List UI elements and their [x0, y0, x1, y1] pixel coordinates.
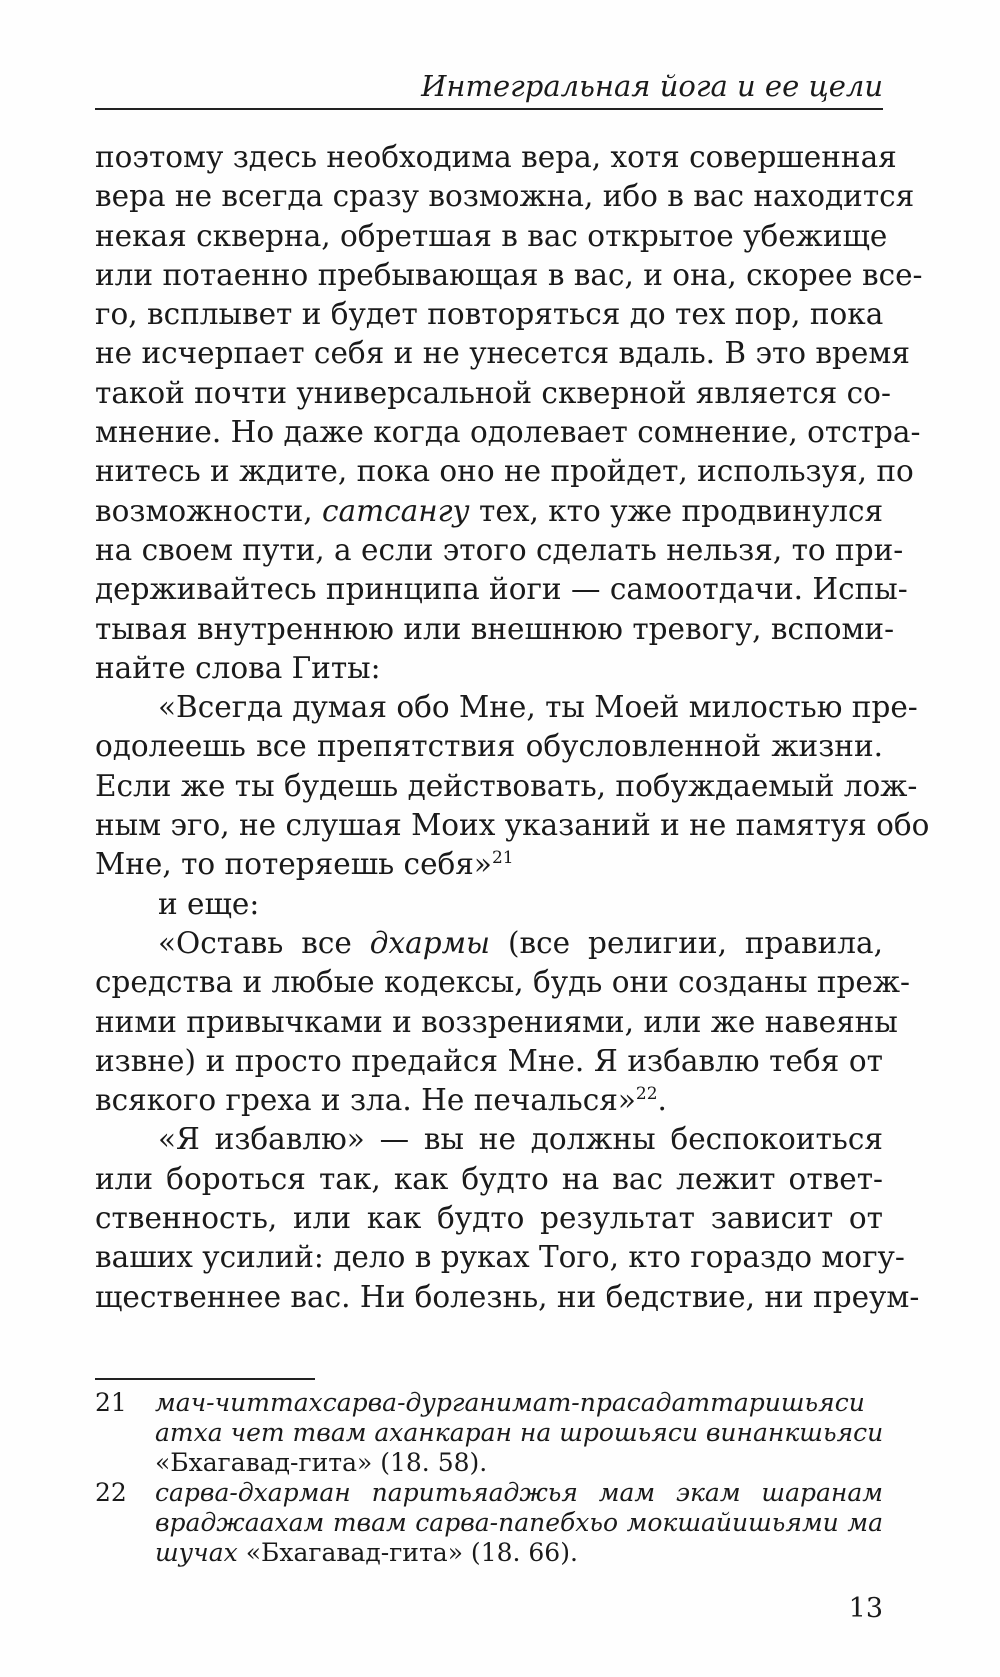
text-line: не исчерпает себя и не унесется вдаль. В это время [95, 336, 910, 371]
text-line: или бороться так, как будто на вас лежит ответ- [95, 1161, 883, 1196]
footnote-ref-22: 22 [635, 1084, 658, 1105]
footnote-line [155, 1388, 883, 1418]
footnote-line [155, 1478, 883, 1508]
text-line: поэтому здесь необходима вера, хотя совершенная [95, 140, 897, 174]
text-fragment: «Оставь все [158, 925, 352, 960]
text-line: ними привычками и воззрениями, или же навеяны [95, 1004, 898, 1039]
text-line: «Всегда думая обо Мне, ты Моей милостью пре- [158, 690, 918, 725]
text-line: одолеешь все препятствия обусловленной жизни. [95, 729, 883, 764]
text-line: или потаенно пребывающая в вас, и она, скорее все- [95, 257, 923, 292]
footnote-sanskrit: мач-читтахсарва-дурганимат-прасадаттаришьяси [155, 1388, 865, 1417]
text-line: вера не всегда сразу возможна, ибо в вас находится [95, 179, 915, 214]
footnote-sanskrit: шучах [155, 1538, 238, 1567]
text-line: тывая внутреннюю или внешнюю тревогу, вспоми- [95, 611, 895, 646]
footnote-sanskrit: сарва-дхарман паритьяаджья мам экам шаранам [155, 1478, 883, 1507]
text-line [95, 924, 883, 963]
footnotes [95, 1388, 883, 1568]
footnote-number: 22 [95, 1478, 127, 1507]
text-line: нитесь и ждите, пока оно не пройдет, используя, по [95, 454, 914, 489]
text-line [95, 492, 883, 531]
text-line: такой почти универсальной скверной является со- [95, 375, 891, 410]
footnote-ref-21: 21 [491, 848, 514, 869]
footnote-21 [95, 1388, 883, 1478]
footnote-source: «Бхагавад-гита» (18. 66). [245, 1538, 578, 1567]
text-fragment: . [657, 1083, 667, 1118]
footnote-line [155, 1418, 883, 1448]
text-line: и еще: [158, 886, 260, 921]
text-line: го, всплывет и будет повторяться до тех пор, пока [95, 297, 884, 332]
text-line: ственность, или как будто результат зависит от [95, 1201, 883, 1236]
page-number: 13 [848, 1593, 883, 1624]
text-line: Если же ты будешь действовать, побуждаемый лож- [95, 768, 918, 803]
text-fragment: возможности, [95, 493, 313, 528]
footnote-line [155, 1538, 883, 1568]
text-fragment: (все религии, правила, [508, 925, 883, 960]
text-line: щественнее вас. Ни болезнь, ни бедствие, ни преум- [95, 1279, 920, 1314]
text-line: ваших усилий: дело в руках Того, кто гораздо могу- [95, 1240, 905, 1275]
text-fragment: всякого греха и зла. Не печалься» [95, 1083, 636, 1118]
text-line: некая скверна, обретшая в вас открытое убежище [95, 218, 888, 253]
footnote-number: 21 [95, 1388, 127, 1417]
italic-term: дхармы [369, 925, 491, 960]
text-fragment: тех, кто уже продвинулся [479, 493, 884, 528]
main-text [95, 138, 930, 1317]
text-line: «Я избавлю» — вы не должны беспокоиться [158, 1122, 883, 1157]
text-line: извне) и просто предайся Мне. Я избавлю тебя от [95, 1043, 883, 1078]
footnote-22 [95, 1478, 883, 1568]
text-line [95, 845, 883, 884]
running-head: Интегральная йога и ее цели [421, 69, 883, 103]
italic-term: сатсангу [322, 493, 470, 528]
text-fragment: Мне, то потеряешь себя» [95, 847, 492, 882]
footnote-sanskrit: враджаахам твам сарва-папебхьо мокшайишьями ма [155, 1508, 883, 1537]
footnote-line [155, 1508, 883, 1538]
text-line: держивайтесь принципа йоги — самоотдачи. Испы- [95, 572, 908, 607]
header-rule [95, 108, 883, 110]
text-line: средства и любые кодексы, будь они созданы преж- [95, 965, 910, 1000]
footnote-source: «Бхагавад-гита» (18. 58). [155, 1448, 488, 1477]
text-line: найте слова Гиты: [95, 650, 381, 685]
text-line: мнение. Но даже когда одолевает сомнение, отстра- [95, 415, 921, 450]
footnote-sanskrit: атха чет твам аханкаран на шрошьяси винанкшьяси [155, 1418, 884, 1447]
footnote-rule [95, 1378, 315, 1380]
text-line [95, 1081, 883, 1120]
text-line: ным эго, не слушая Моих указаний и не памятуя обо [95, 808, 930, 843]
text-line: на своем пути, а если этого сделать нельзя, то при- [95, 532, 904, 567]
